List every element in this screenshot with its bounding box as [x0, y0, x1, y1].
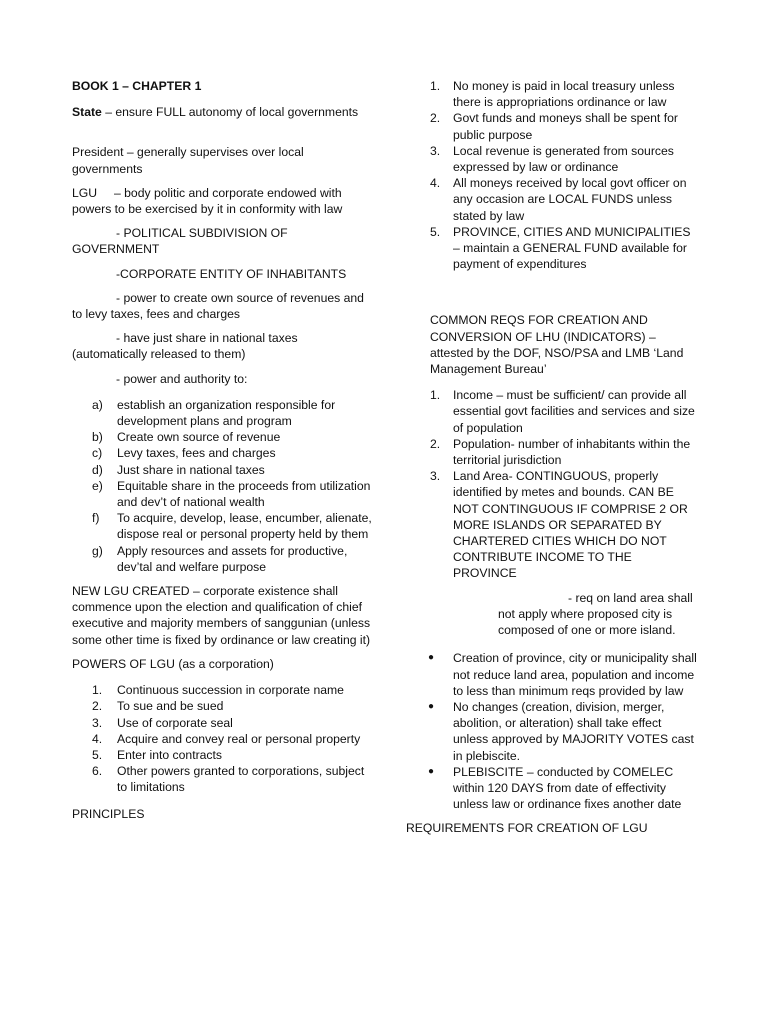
list-item-text: Other powers granted to corporations, subject to limitations — [117, 764, 365, 795]
list-marker: 1. — [430, 79, 441, 93]
list-item — [406, 110, 698, 142]
list-item — [72, 682, 372, 698]
list-item — [406, 175, 698, 224]
list-marker: g) — [92, 543, 103, 558]
list-item-text: To acquire, develop, lease, encumber, alienate, dispose real or personal property held by them — [117, 511, 372, 542]
list-item-text: Continuous succession in corporate name — [117, 683, 344, 698]
list-marker: 6. — [92, 764, 103, 779]
indicators-list — [406, 387, 698, 581]
list-item-text: Local revenue is generated from sources expressed by law or ordinance — [453, 143, 674, 175]
lgu-point: - power and authority to: — [116, 371, 248, 386]
state-paragraph — [72, 104, 372, 120]
list-item — [72, 510, 372, 542]
list-marker: 3. — [92, 715, 103, 730]
list-marker: 5. — [430, 224, 441, 239]
list-item-text: PROVINCE, CITIES AND MUNICIPALITIES – maintain a GENERAL FUND available for payment of expenditures — [453, 224, 691, 272]
lgu-definition: LGU – body politic and corporate endowed with powers to be exercised by it in conformity with law — [72, 185, 346, 217]
list-item — [72, 462, 372, 478]
principles-heading: PRINCIPLES — [72, 806, 145, 821]
list-item — [72, 715, 372, 731]
list-item — [406, 436, 698, 468]
chapter-title: BOOK 1 – CHAPTER 1 — [72, 79, 202, 93]
list-marker: b) — [92, 430, 103, 445]
bullet-icon: ● — [428, 700, 435, 712]
list-marker: e) — [92, 478, 103, 493]
list-marker: d) — [92, 462, 103, 477]
list-item-text: No money is paid in local treasury unless there is appropriations ordinance or law — [453, 79, 675, 110]
bullet-list — [406, 650, 698, 812]
list-item — [72, 731, 372, 747]
right-column — [406, 78, 698, 837]
list-item — [72, 397, 372, 429]
list-item — [406, 764, 698, 813]
authority-list — [72, 397, 372, 575]
list-marker: 3. — [430, 469, 441, 484]
list-item-text: Creation of province, city or municipality shall not reduce land area, population and income to less than minimum reqs provided by law — [453, 651, 697, 698]
land-area-note: - req on land area shall not apply where proposed city is composed of one or more island. — [498, 590, 693, 638]
lgu-point: - POLITICAL SUBDIVISION OF GOVERNMENT — [72, 226, 288, 257]
bullet-icon: ● — [428, 765, 435, 777]
president-paragraph: President – generally supervises over local governments — [72, 145, 304, 176]
list-item-text: Govt funds and moneys shall be spent for public purpose — [453, 111, 678, 142]
state-text: – ensure FULL autonomy of local governments — [101, 105, 359, 120]
list-marker: 4. — [430, 176, 441, 191]
list-item-text: Population- number of inhabitants within the territorial jurisdiction — [453, 436, 691, 468]
bullet-icon: ● — [428, 652, 435, 664]
list-marker: 4. — [92, 731, 103, 746]
list-marker: 2. — [430, 111, 441, 126]
list-item-text: All moneys received by local govt officer on any occasion are LOCAL FUNDS unless stated by law — [453, 176, 687, 223]
list-marker: 1. — [430, 388, 441, 403]
lgu-point: - have just share in national taxes (automatically released to them) — [72, 331, 298, 362]
list-item — [72, 698, 372, 714]
list-item — [406, 699, 698, 764]
list-marker: f) — [92, 511, 100, 526]
list-marker: a) — [92, 397, 103, 412]
list-item — [72, 445, 372, 461]
list-item-text: Acquire and convey real or personal property — [117, 731, 361, 746]
left-column — [72, 78, 372, 822]
list-marker: 1. — [92, 683, 103, 698]
list-item — [72, 747, 372, 763]
list-item-text: Just share in national taxes — [117, 462, 265, 477]
list-marker: 3. — [430, 143, 441, 158]
list-item — [72, 763, 372, 795]
list-marker: c) — [92, 446, 103, 461]
list-marker: 2. — [92, 699, 103, 714]
list-item — [72, 543, 372, 575]
powers-heading: POWERS OF LGU (as a corporation) — [72, 656, 274, 671]
list-item-text: Equitable share in the proceeds from utilization and dev’t of national wealth — [117, 478, 371, 510]
powers-list — [72, 682, 372, 795]
list-marker: 2. — [430, 436, 441, 451]
lgu-point: -CORPORATE ENTITY OF INHABITANTS — [116, 266, 347, 281]
list-item-text: Levy taxes, fees and charges — [117, 446, 276, 461]
list-marker: 5. — [92, 747, 103, 762]
list-item-text: establish an organization responsible for development plans and program — [117, 397, 336, 429]
list-item-text: Enter into contracts — [117, 747, 222, 762]
list-item — [406, 78, 698, 110]
list-item-text: Land Area- CONTINGUOUS, properly identified by metes and bounds. CAN BE NOT CONTINGUOUS IF COMPRISE 2 OR MORE ISLANDS OR SEPARATED BY CHARTERED CITIES WHICH DO NOT CONTRIBUTE INCOME TO THE PROVINCE — [453, 469, 688, 581]
list-item-text: PLEBISCITE – conducted by COMELEC within 120 DAYS from date of effectivity unless law or ordinance fixes another date — [453, 764, 682, 812]
principles-list — [406, 78, 698, 272]
list-item — [406, 143, 698, 175]
list-item-text: Income – must be sufficient/ can provide all essential govt facilities and services and size of population — [453, 388, 695, 435]
common-reqs-paragraph: COMMON REQS FOR CREATION AND CONVERSION OF LHU (INDICATORS) – attested by the DOF, NSO/PSA and LMB ‘Land Management Bureau’ — [430, 313, 684, 377]
list-item-text: Use of corporate seal — [117, 715, 233, 730]
new-lgu-paragraph: NEW LGU CREATED – corporate existence shall commence upon the election and qualification of chief executive and majority members of sanggunian (unless some other time is fixed by ordinance or law creating it) — [72, 584, 371, 647]
list-item-text: To sue and be sued — [117, 699, 224, 714]
requirements-heading: REQUIREMENTS FOR CREATION OF LGU — [406, 821, 648, 836]
list-item — [72, 478, 372, 510]
list-item — [406, 387, 698, 436]
list-item — [406, 650, 698, 699]
list-item-text: Apply resources and assets for productive, dev’tal and welfare purpose — [117, 543, 348, 574]
list-item-text: Create own source of revenue — [117, 430, 281, 445]
list-item-text: No changes (creation, division, merger, abolition, or alteration) shall take effect unless approved by MAJORITY VOTES cast in plebiscite. — [453, 699, 694, 763]
list-item — [406, 468, 698, 581]
state-label: State — [72, 105, 102, 120]
lgu-point: - power to create own source of revenues and to levy taxes, fees and charges — [72, 290, 364, 322]
list-item — [406, 224, 698, 273]
list-item — [72, 429, 372, 445]
